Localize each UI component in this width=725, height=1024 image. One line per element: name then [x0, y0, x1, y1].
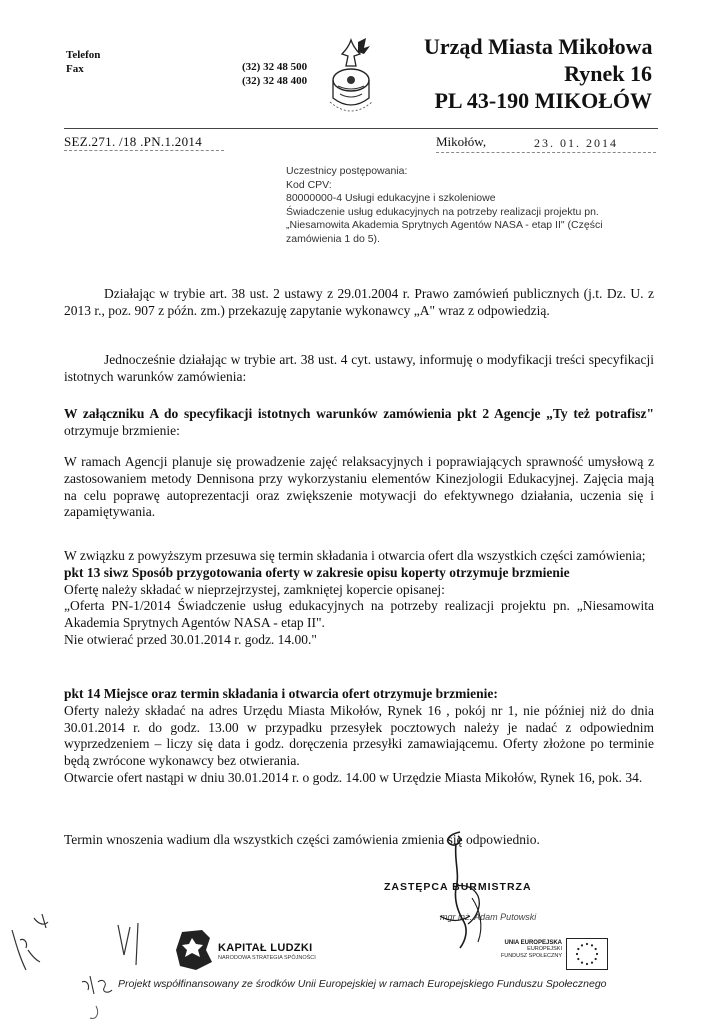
eu-subtitle: FUNDUSZ SPOŁECZNY [500, 953, 562, 959]
recipients-line: Kod CPV: [286, 178, 332, 191]
paragraph-text: Oferty należy składać na adres Urzędu Miasta Mikołów, Rynek 16 , pokój nr 1, nie później niż do dnia 30.01.2014 r. do godz. 13.00 w przypadku przesyłek pocztowych należy je nadać z odpowiednim wyprzedzeniem – liczy się data i godz. doręczenia przesyłki zamawiającemu. Oferty złożone po terminie będą zwrócone wykonawcy bez otwierania. [64, 702, 654, 769]
office-street: Rynek 16 [564, 61, 652, 86]
recipients-line: Uczestnicy postępowania: [286, 165, 408, 177]
header-divider [64, 128, 658, 129]
eu-logo-text [500, 940, 562, 960]
fax-label: Fax [66, 63, 84, 75]
eu-star [595, 958, 597, 960]
paragraph-text: otrzymuje brzmienie: [64, 422, 180, 438]
office-name: Urząd Miasta Mikołowa [424, 34, 653, 59]
office-city: PL 43-190 MIKOŁÓW [434, 88, 652, 113]
paragraph-attachment [64, 406, 654, 440]
paragraph-text: Jednocześnie działając w trybie art. 38 ust. 4 cyt. ustawy, informuję o modyfikacji treści specyfikacji istotnych warunków zamówienia: [64, 352, 654, 384]
paragraph-text: W ramach Agencji planuje się prowadzenie zajęć relaksacyjnych i poprawiających sprawność umysłową z zastosowaniem metody Dennisona przy wykorzystaniu elementów Kinezjologii Edukacyjnej. Zajęcia mają na celu poprawę autoprezentacji oraz zwiększenie motywacji do efektywnego działania, uczenia się i zapamiętywania. [64, 454, 654, 520]
paragraph-text: W związku z powyższym przesuwa się termin składania i otwarcia ofert dla wszystkich części zamówienia; [64, 548, 646, 563]
signature-name-stamp: mgr inż. Adam Putowski [440, 912, 537, 922]
phone-label: Telefon [66, 49, 101, 61]
paragraph-intro [64, 286, 654, 320]
office-header [424, 33, 652, 114]
signature-title-stamp: ZASTĘPCA BURMISTRZA [384, 881, 532, 893]
eu-star [591, 962, 593, 964]
phone-number: (32) 32 48 500 [242, 61, 308, 73]
kapital-ludzki-logo [218, 942, 316, 961]
recipients-block [286, 165, 656, 246]
eu-subtitle: EUROPEJSKI [527, 946, 562, 952]
kapital-ludzki-title: KAPITAŁ LUDZKI [218, 942, 313, 954]
paragraph-heading: W załączniku A do specyfikacji istotnych warunków zamówienia pkt 2 Agencje „Ty też potrafisz" [64, 406, 654, 421]
paragraph-agency [64, 454, 654, 521]
footer-cofinancing-note: Projekt współfinansowany ze środków Unii Europejskiej w ramach Europejskiego Funduszu Społecznego [118, 978, 607, 990]
margin-annotation [76, 962, 126, 1022]
handwritten-signature [420, 826, 510, 956]
eu-star [586, 943, 588, 945]
recipients-line: 80000000-4 Usługi edukacyjne i szkoleniowe [286, 192, 496, 204]
recipients-line: zamówienia 1 do 5). [286, 232, 380, 245]
section-heading-14: pkt 14 Miejsce oraz termin składania i otwarcia ofert otrzymuje brzmienie: [64, 686, 498, 701]
eu-star [576, 953, 578, 955]
date-stamp: 23. 01. 2014 [534, 136, 618, 150]
paragraph-text: Działając w trybie art. 38 ust. 2 ustawy z 29.01.2004 r. Prawo zamówień publicznych (j.t. Dz. U. z 2013 r., poz. 907 z późn. zm.) przekazuję zapytanie wykonawcy „A" wraz z odpowiedzią. [64, 286, 654, 318]
eu-star [586, 963, 588, 965]
paragraph-wadium [64, 832, 654, 849]
eu-star [581, 944, 583, 946]
paragraph-text: Otwarcie ofert nastąpi w dniu 30.01.2014 r. o godz. 14.00 w Urzędzie Miasta Mikołów, Rynek 16, pok. 34. [64, 769, 643, 785]
paragraph-text: „Oferta PN-1/2014 Świadczenie usług edukacyjnych na potrzeby realizacji projektu pn. „Niesamowita Akademia Sprytnych Agentów NASA - etap II". [64, 598, 654, 631]
paragraph-modification [64, 352, 654, 386]
paragraph-text: Ofertę należy składać w nieprzejrzystej, zamkniętej kopercie opisanej: [64, 581, 445, 597]
eu-star [591, 944, 593, 946]
paragraph-deadline-shift [64, 548, 654, 649]
eu-star [577, 958, 579, 960]
fax-number: (32) 32 48 400 [242, 75, 308, 87]
eu-title: UNIA EUROPEJSKA [504, 940, 562, 946]
eu-star [596, 953, 598, 955]
ref-underline [64, 150, 224, 151]
date-underline [436, 152, 656, 153]
section-heading-13: pkt 13 siwz Sposób przygotowania oferty w zakresie opisu koperty otrzymuje brzmienie [64, 564, 570, 580]
margin-annotation [6, 900, 66, 990]
recipients-line: „Niesamowita Akademia Sprytnych Agentów NASA - etap II" (Części [286, 219, 603, 231]
recipients-line: Świadczenie usług edukacyjnych na potrzeby realizacji projektu pn. [286, 205, 599, 218]
coat-of-arms-emblem [318, 36, 384, 122]
reference-number: SEZ.271. /18 .PN.1.2014 [64, 134, 202, 149]
kapital-ludzki-logo-icon [174, 928, 214, 972]
eu-star [581, 962, 583, 964]
paragraph-text: Nie otwierać przed 30.01.2014 r. godz. 14.00." [64, 631, 317, 647]
kapital-ludzki-subtitle: NARODOWA STRATEGIA SPÓJNOŚCI [218, 955, 316, 961]
eu-star [577, 948, 579, 950]
place-label: Mikołów, [436, 134, 487, 149]
eu-star [595, 948, 597, 950]
paragraph-place-deadline [64, 686, 654, 787]
eu-flag-icon [566, 938, 608, 970]
paragraph-text: Termin wnoszenia wadium dla wszystkich części zamówienia zmienia się odpowiednio. [64, 832, 540, 847]
